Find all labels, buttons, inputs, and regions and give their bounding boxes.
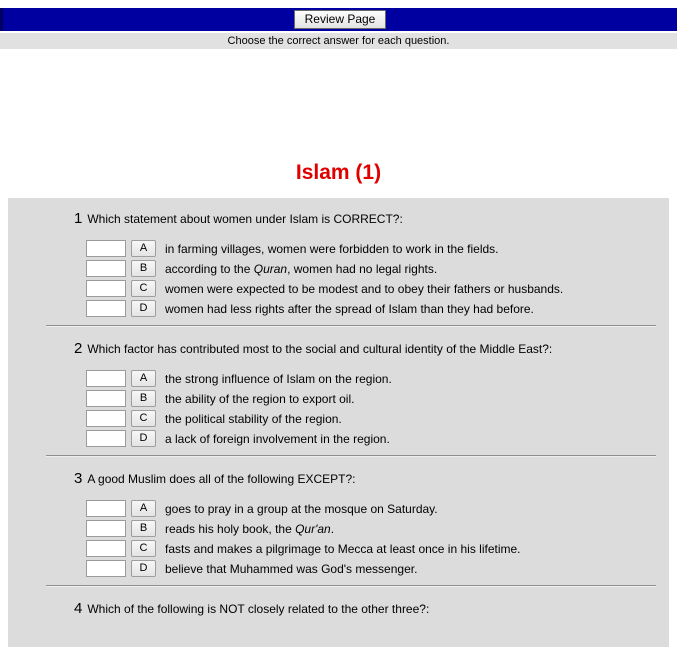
questions-panel xyxy=(8,198,669,647)
question-block xyxy=(8,600,669,617)
option-text: goes to pray in a group at the mosque on Saturday. xyxy=(165,501,438,516)
quiz-title: Islam (1) xyxy=(295,161,382,184)
answer-input[interactable] xyxy=(86,430,126,447)
questions-list xyxy=(8,210,669,617)
answer-input[interactable] xyxy=(86,260,126,277)
option-letter-button[interactable]: C xyxy=(131,280,156,297)
answer-input[interactable] xyxy=(86,560,126,577)
options-list xyxy=(86,500,669,577)
answer-option-row xyxy=(86,560,669,577)
answer-option-row xyxy=(86,410,669,427)
answer-option-row xyxy=(86,240,669,257)
instruction-text: Choose the correct answer for each question. xyxy=(227,35,450,47)
option-letter-button[interactable]: B xyxy=(131,260,156,277)
question-block xyxy=(8,340,669,447)
options-list xyxy=(86,370,669,447)
answer-input[interactable] xyxy=(86,410,126,427)
answer-option-row xyxy=(86,370,669,387)
option-text: women had less rights after the spread of Islam than they had before. xyxy=(165,301,534,316)
answer-input[interactable] xyxy=(86,370,126,387)
answer-option-row xyxy=(86,280,669,297)
option-letter-button[interactable]: D xyxy=(131,430,156,447)
option-text: the political stability of the region. xyxy=(165,411,342,426)
option-text: fasts and makes a pilgrimage to Mecca at least once in his lifetime. xyxy=(165,541,521,556)
answer-input[interactable] xyxy=(86,500,126,517)
answer-option-row xyxy=(86,430,669,447)
option-letter-button[interactable]: C xyxy=(131,410,156,427)
option-text: believe that Muhammed was God's messenger. xyxy=(165,561,418,576)
instruction-bar xyxy=(0,33,677,49)
question-line xyxy=(8,340,669,357)
review-toolbar xyxy=(0,8,677,31)
question-number: 2 xyxy=(74,340,83,357)
option-text: in farming villages, women were forbidden to work in the fields. xyxy=(165,241,499,256)
question-text: A good Muslim does all of the following EXCEPT?: xyxy=(87,472,356,486)
question-line xyxy=(8,600,669,617)
option-text: women were expected to be modest and to obey their fathers or husbands. xyxy=(165,281,564,296)
answer-input[interactable] xyxy=(86,390,126,407)
answer-option-row xyxy=(86,520,669,537)
option-letter-button[interactable]: A xyxy=(131,500,156,517)
question-divider xyxy=(46,585,656,587)
question-block xyxy=(8,210,669,317)
option-letter-button[interactable]: D xyxy=(131,300,156,317)
question-block xyxy=(8,470,669,577)
question-line xyxy=(8,210,669,227)
answer-option-row xyxy=(86,500,669,517)
answer-option-row xyxy=(86,390,669,407)
question-number: 4 xyxy=(74,600,83,617)
option-letter-button[interactable]: B xyxy=(131,390,156,407)
review-page-button[interactable]: Review Page xyxy=(294,10,387,29)
answer-input[interactable] xyxy=(86,540,126,557)
answer-option-row xyxy=(86,300,669,317)
answer-option-row xyxy=(86,540,669,557)
question-text: Which of the following is NOT closely related to the other three?: xyxy=(87,602,430,616)
question-text: Which factor has contributed most to the social and cultural identity of the Middle East?: xyxy=(87,342,553,356)
option-letter-button[interactable]: B xyxy=(131,520,156,537)
option-text: a lack of foreign involvement in the region. xyxy=(165,431,390,446)
question-number: 1 xyxy=(74,210,83,227)
option-text: reads his holy book, the Qur'an. xyxy=(165,521,335,536)
question-divider xyxy=(46,325,656,327)
question-line xyxy=(8,470,669,487)
answer-input[interactable] xyxy=(86,520,126,537)
option-text: the ability of the region to export oil. xyxy=(165,391,355,406)
answer-input[interactable] xyxy=(86,280,126,297)
question-divider xyxy=(46,455,656,457)
question-text: Which statement about women under Islam is CORRECT?: xyxy=(87,212,403,226)
answer-input[interactable] xyxy=(86,240,126,257)
option-text: according to the Quran, women had no legal rights. xyxy=(165,261,438,276)
option-letter-button[interactable]: D xyxy=(131,560,156,577)
question-number: 3 xyxy=(74,470,83,487)
options-list xyxy=(86,240,669,317)
option-text: the strong influence of Islam on the region. xyxy=(165,371,392,386)
option-letter-button[interactable]: A xyxy=(131,240,156,257)
answer-option-row xyxy=(86,260,669,277)
answer-input[interactable] xyxy=(86,300,126,317)
option-letter-button[interactable]: A xyxy=(131,370,156,387)
page-top-margin xyxy=(0,0,677,8)
option-letter-button[interactable]: C xyxy=(131,540,156,557)
